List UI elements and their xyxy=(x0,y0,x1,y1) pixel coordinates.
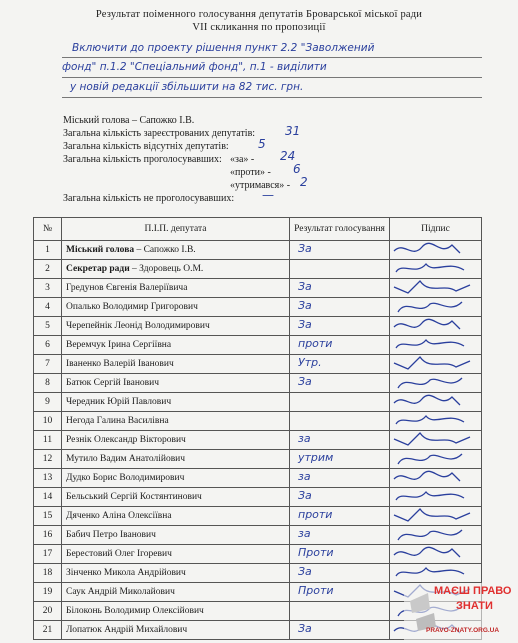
vote-result-cell xyxy=(290,507,390,526)
deputy-name: Веремчук Ірина Сергіївна xyxy=(66,340,172,350)
row-number: 11 xyxy=(34,431,62,450)
deputy-name-cell xyxy=(62,241,290,260)
vote-result-handwritten: За xyxy=(298,242,312,255)
handwritten-proposal-line-3: у новій редакції збільшити на 82 тис. грн. xyxy=(70,81,304,93)
header-signature: Підпис xyxy=(390,218,482,241)
row-number: 15 xyxy=(34,507,62,526)
table-row xyxy=(34,393,482,412)
vote-result-cell xyxy=(290,564,390,583)
row-number: 14 xyxy=(34,488,62,507)
deputy-name: Саук Андрій Миколайович xyxy=(66,587,175,597)
row-number: 13 xyxy=(34,469,62,488)
not-voted-label: Загальна кількість не проголосувавших: xyxy=(63,193,235,204)
signature-cell xyxy=(390,564,482,583)
row-number: 17 xyxy=(34,545,62,564)
deputy-name: Батюк Сергій Іванович xyxy=(66,378,160,388)
signature-cell xyxy=(390,317,482,336)
row-number: 20 xyxy=(34,602,62,621)
table-row xyxy=(34,241,482,260)
deputy-name-cell xyxy=(62,545,290,564)
vote-result-handwritten: За xyxy=(298,565,312,578)
deputy-name: Бельський Сергій Костянтинович xyxy=(66,492,202,502)
row-number: 18 xyxy=(34,564,62,583)
signature-cell xyxy=(390,469,482,488)
table-row xyxy=(34,317,482,336)
deputy-name: Чередник Юрій Павлович xyxy=(66,397,172,407)
deputy-name-cell xyxy=(62,260,290,279)
vote-result-cell xyxy=(290,488,390,507)
signature-cell xyxy=(390,507,482,526)
vote-result-cell xyxy=(290,469,390,488)
vote-result-cell xyxy=(290,583,390,602)
voted-label: Загальна кількість проголосувавших: xyxy=(63,154,222,165)
vote-result-cell xyxy=(290,298,390,317)
row-number: 16 xyxy=(34,526,62,545)
vote-result-handwritten: за xyxy=(298,527,311,540)
deputy-name-cell xyxy=(62,412,290,431)
vote-result-cell xyxy=(290,355,390,374)
vote-result-handwritten: За xyxy=(298,299,312,312)
row-number: 9 xyxy=(34,393,62,412)
proposal-underline-1 xyxy=(62,57,482,58)
row-number: 4 xyxy=(34,298,62,317)
row-number: 19 xyxy=(34,583,62,602)
deputy-name-cell xyxy=(62,602,290,621)
vote-result-handwritten: Проти xyxy=(298,546,334,559)
deputy-name: – Здоровець О.М. xyxy=(129,264,204,274)
document-title: Результат поіменного голосування депутатів Броварської міської ради xyxy=(95,9,423,20)
vote-result-handwritten: за xyxy=(298,470,311,483)
deputy-role: Міський голова xyxy=(66,245,135,255)
signature-cell xyxy=(390,260,482,279)
row-number: 21 xyxy=(34,621,62,640)
deputy-name-cell xyxy=(62,279,290,298)
deputy-name: Лопатюк Андрій Михайлович xyxy=(66,625,188,635)
deputy-name: Дудко Борис Володимирович xyxy=(66,473,185,483)
absent-value: 5 xyxy=(258,137,266,151)
abstain-label: «утримався» - xyxy=(230,180,291,191)
for-value: 24 xyxy=(280,149,296,163)
header-result: Результат голосування xyxy=(290,218,390,241)
deputy-name: Дяченко Аліна Олексіївна xyxy=(66,511,172,521)
signature-cell xyxy=(390,526,482,545)
voting-table xyxy=(33,217,482,640)
row-number: 6 xyxy=(34,336,62,355)
vote-result-cell xyxy=(290,336,390,355)
signature-cell xyxy=(390,412,482,431)
table-row xyxy=(34,355,482,374)
vote-result-handwritten: За xyxy=(298,622,312,635)
vote-result-cell xyxy=(290,374,390,393)
deputy-name: Бабич Петро Іванович xyxy=(66,530,156,540)
table-row xyxy=(34,526,482,545)
table-row xyxy=(34,488,482,507)
deputy-name: Опалько Володимир Григорович xyxy=(66,302,198,312)
table-row xyxy=(34,279,482,298)
vote-result-handwritten: Проти xyxy=(298,584,334,597)
vote-result-cell xyxy=(290,260,390,279)
deputy-name: Резнік Олександр Вікторович xyxy=(66,435,186,445)
table-row xyxy=(34,260,482,279)
row-number: 2 xyxy=(34,260,62,279)
document-subtitle: VII скликання по пропозиції xyxy=(192,22,326,33)
signature-cell xyxy=(390,488,482,507)
handwritten-proposal-line-2: фонд" п.1.2 "Спеціальний фонд", п.1 - виділити xyxy=(62,61,327,73)
vote-result-handwritten: За xyxy=(298,318,312,331)
vote-result-cell xyxy=(290,526,390,545)
deputy-name-cell xyxy=(62,355,290,374)
absent-label: Загальна кількість відсутніх депутатів: xyxy=(63,141,229,152)
registered-label: Загальна кількість зареєстрованих депутатів: xyxy=(63,128,256,139)
vote-result-cell xyxy=(290,412,390,431)
signature-cell xyxy=(390,374,482,393)
deputy-name-cell xyxy=(62,583,290,602)
deputy-name: Мутило Вадим Анатолійович xyxy=(66,454,186,464)
vote-result-cell xyxy=(290,545,390,564)
vote-result-handwritten: проти xyxy=(298,508,333,521)
signature-cell xyxy=(390,298,482,317)
signature-cell xyxy=(390,336,482,355)
signature-cell xyxy=(390,355,482,374)
signature-cell xyxy=(390,450,482,469)
for-label: «за» - xyxy=(230,154,255,165)
row-number: 3 xyxy=(34,279,62,298)
handwritten-proposal-line-1: Включити до проекту рішення пункт 2.2 "Заволжений xyxy=(72,42,375,54)
deputy-name-cell xyxy=(62,488,290,507)
row-number: 1 xyxy=(34,241,62,260)
table-row xyxy=(34,431,482,450)
vote-result-handwritten: За xyxy=(298,280,312,293)
deputy-name: Зінченко Микола Андрійович xyxy=(66,568,186,578)
deputy-role: Секретар ради xyxy=(66,264,130,274)
deputy-name-cell xyxy=(62,526,290,545)
signature-cell xyxy=(390,545,482,564)
deputy-name: Гредунов Євгенія Валеріївича xyxy=(66,283,188,293)
against-label: «проти» - xyxy=(230,167,271,178)
table-row xyxy=(34,450,482,469)
deputy-name-cell xyxy=(62,431,290,450)
not-voted-value: — xyxy=(262,188,274,202)
table-row xyxy=(34,412,482,431)
abstain-value: 2 xyxy=(300,175,308,189)
vote-result-handwritten: утрим xyxy=(298,451,334,464)
deputy-name: Іваненко Валерій Іванович xyxy=(66,359,174,369)
vote-result-cell xyxy=(290,602,390,621)
vote-result-cell xyxy=(290,621,390,640)
table-header-row xyxy=(34,218,482,241)
vote-result-cell xyxy=(290,393,390,412)
signature-cell xyxy=(390,431,482,450)
deputy-name: Негода Галина Василівна xyxy=(66,416,169,426)
deputy-name-cell xyxy=(62,507,290,526)
row-number: 5 xyxy=(34,317,62,336)
signature-cell xyxy=(390,393,482,412)
deputy-name: Берестовий Олег Ігоревич xyxy=(66,549,172,559)
header-number: № xyxy=(34,218,62,241)
deputy-name-cell xyxy=(62,621,290,640)
deputy-name-cell xyxy=(62,374,290,393)
deputy-name-cell xyxy=(62,298,290,317)
proposal-underline-2 xyxy=(62,77,482,78)
header-name: П.І.П. депутата xyxy=(62,218,290,241)
table-row xyxy=(34,564,482,583)
row-number: 8 xyxy=(34,374,62,393)
vote-result-handwritten: За xyxy=(298,489,312,502)
signature-cell xyxy=(390,241,482,260)
deputy-name: – Сапожко І.В. xyxy=(134,245,196,255)
table-row xyxy=(34,336,482,355)
proposal-underline-3 xyxy=(62,97,482,98)
row-number: 10 xyxy=(34,412,62,431)
vote-result-cell xyxy=(290,450,390,469)
deputy-name-cell xyxy=(62,469,290,488)
row-number: 12 xyxy=(34,450,62,469)
deputy-name: Черепейнік Леонід Володимирович xyxy=(66,321,210,331)
deputy-name-cell xyxy=(62,393,290,412)
deputy-name-cell xyxy=(62,450,290,469)
table-row xyxy=(34,545,482,564)
deputy-name-cell xyxy=(62,336,290,355)
registered-value: 31 xyxy=(285,124,301,138)
deputy-name-cell xyxy=(62,317,290,336)
signature-cell xyxy=(390,279,482,298)
table-row xyxy=(34,507,482,526)
vote-result-handwritten: за xyxy=(298,432,311,445)
vote-result-cell xyxy=(290,241,390,260)
vote-result-handwritten: За xyxy=(298,375,312,388)
watermark-line-3: PRAVO-ZNATY.ORG.UA xyxy=(426,627,500,634)
deputy-name-cell xyxy=(62,564,290,583)
vote-result-cell xyxy=(290,431,390,450)
deputy-name: Білоконь Володимир Олексійович xyxy=(66,606,204,616)
against-value: 6 xyxy=(293,162,301,176)
table-row xyxy=(34,298,482,317)
table-row xyxy=(34,374,482,393)
watermark-line-1: МАЄШ ПРАВО xyxy=(434,585,512,597)
vote-result-handwritten: Утр. xyxy=(298,356,322,369)
vote-result-handwritten: проти xyxy=(298,337,333,350)
vote-result-cell xyxy=(290,317,390,336)
watermark-line-2: ЗНАТИ xyxy=(456,600,493,612)
row-number: 7 xyxy=(34,355,62,374)
table-row xyxy=(34,469,482,488)
vote-result-cell xyxy=(290,279,390,298)
mayor-label: Міський голова – Сапожко І.В. xyxy=(63,115,195,126)
